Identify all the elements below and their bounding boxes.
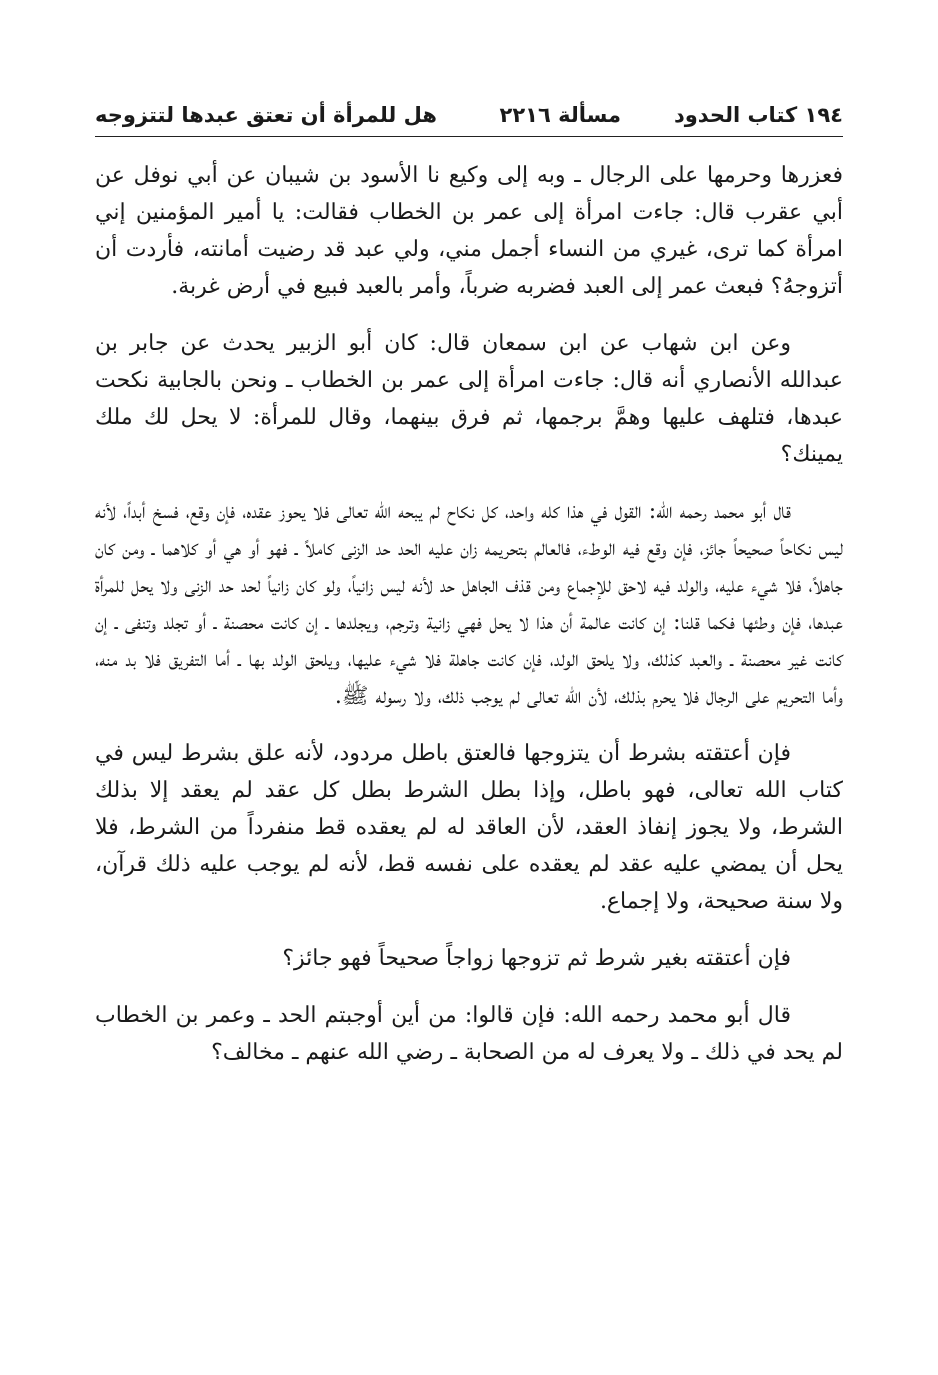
paragraph-4: فإن أعتقته بشرط أن يتزوجها فالعتق باطل مردود، لأنه علق بشرط ليس في كتاب الله تعالى، فهو باطل، وإذا بطل الشرط بطل كل عقد لم يعقد إلا بذلك الشرط، ولا يجوز إنفاذ العقد، لأن العاقد له لم يعقده قط منفرداً من الشرط، فلا يحل أن يمضي عليه عقد لم يعقده على نفسه قط، لأنه لم يوجب عليه ذلك قرآن، ولا سنة صحيحة، ولا إجماع. <box>95 741 843 914</box>
paragraph-6: قال أبو محمد رحمه الله: فإن قالوا: من أين أوجبتم الحد ـ وعمر بن الخطاب لم يحد في ذلك ـ ولا يعرف له من الصحابة ـ رضي الله عنهم ـ مخالف؟ <box>95 1003 843 1065</box>
section-topic: هل للمرأة أن تعتق عبدها لتتزوجه <box>95 103 437 127</box>
paragraph-3: قال أبو محمد رحمه الله: القول في هذا كله واحد، كل نكاح لم يبحه الله تعالى فلا يحوز عقده، فإن وقع، فسخ أبداً، لأنه ليس نكاحاً صحيحاً جائز، فإن وقع فيه الوطء، فالعالم بتحريمه زان عليه الحد حد الزنى كاملاً ـ فهو أو هي أو كلاهما ـ ومن كان جاهلاً، فلا شيء عليه، والولد فيه لاحق للإجماع ومن قذف الجاهل حد لأنه ليس زانياً، ولو كان زانياً لحد حد الزنى ولا يحل للمرأة عبدها، فإن وطئها فكما قلنا: إن كانت عالمة أن هذا لا يحل فهي زانية وترجم، ويجلدها ـ إن كانت محصنة ـ أو تجلد وتنفى ـ إن كانت غير محصنة ـ والعبد كذلك، ولا يلحق الولد، فإن كانت جاهلة فلا شيء عليها، ويلحق الولد بها ـ أما التفريق فلا بد منه، وأما التحريم على الرجال فلا يحرم بذلك، لأن الله تعالى لم يوجب ذلك، ولا رسوله ﷺ. <box>95 499 843 709</box>
paragraph-1: فعزرها وحرمها على الرجال ـ وبه إلى وكيع نا الأسود بن شيبان عن أبي نوفل عن أبي عقرب قال: جاءت امرأة إلى عمر بن الخطاب فقالت: يا أمير المؤمنين إني امرأة كما ترى، غيري من النساء أجمل مني، ولي عبد قد رضيت أمانته، فأردت أن أتزوجهُ؟ فبعث عمر إلى العبد فضربه ضرباً، وأمر بالعبد فبيع في أرض غربة. <box>95 163 843 299</box>
page-number-and-book-title: ١٩٤ كتاب الحدود <box>673 103 843 127</box>
paragraph-2: وعن ابن شهاب عن ابن سمعان قال: كان أبو الزبير يحدث عن جابر بن عبدالله الأنصاري أنه قال: جاءت امرأة إلى عمر بن الخطاب ـ ونحن بالجابية نكحت عبدها، فتلهف عليها وهمَّ برجمها، ثم فرق بينهما، وقال للمرأة: لا يحل لك ملك يمينك؟ <box>95 331 843 467</box>
main-text <box>95 157 843 1091</box>
header-divider <box>95 136 843 137</box>
paragraph-5: فإن أعتقته بغير شرط ثم تزوجها زواجاً صحيحاً فهو جائز؟ <box>282 946 791 971</box>
running-header <box>95 98 843 132</box>
issue-number: مسألة ٢٢١٦ <box>499 103 621 127</box>
